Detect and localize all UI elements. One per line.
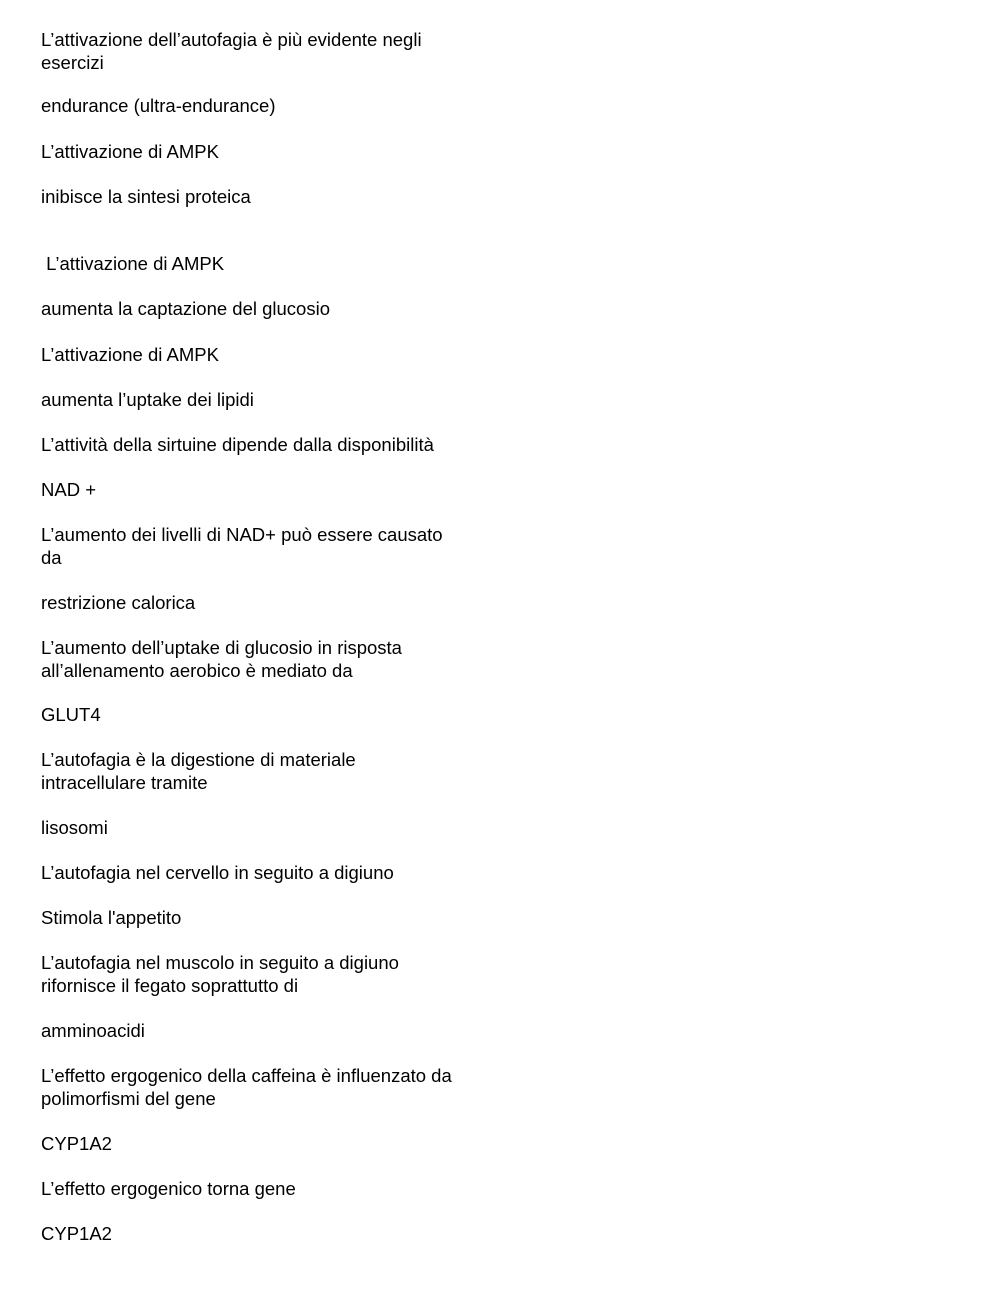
question-paragraph: L’attivazione di AMPK (41, 344, 219, 365)
answer-paragraph: NAD + (41, 479, 97, 500)
answer-paragraph: restrizione calorica (41, 592, 196, 613)
question-paragraph: L’autofagia nel muscolo in seguito a digiuno rifornisce il fegato soprattutto di (41, 952, 399, 996)
question-paragraph: L’aumento dell’uptake di glucosio in risposta all’allenamento aerobico è mediato da (41, 637, 402, 681)
answer-paragraph: Stimola l'appetito (41, 907, 182, 928)
question-paragraph: L’attivazione dell’autofagia è più evidente negli esercizi (41, 29, 422, 73)
question-paragraph: L’attivazione di AMPK (41, 253, 225, 274)
answer-paragraph: amminoacidi (41, 1020, 145, 1041)
question-paragraph: L’aumento dei livelli di NAD+ può essere causato da (41, 524, 443, 568)
answer-paragraph: inibisce la sintesi proteica (41, 186, 251, 207)
answer-paragraph: lisosomi (41, 817, 108, 838)
question-paragraph: L’autofagia è la digestione di materiale intracellulare tramite (41, 749, 356, 793)
question-paragraph: L’effetto ergogenico torna gene (41, 1178, 296, 1199)
answer-paragraph: CYP1A2 (41, 1223, 112, 1244)
answer-paragraph: GLUT4 (41, 704, 101, 725)
question-paragraph: L’autofagia nel cervello in seguito a digiuno (41, 862, 394, 883)
answer-paragraph: endurance (ultra-endurance) (41, 95, 276, 116)
question-paragraph: L’attivazione di AMPK (41, 141, 219, 162)
answer-paragraph: aumenta l’uptake dei lipidi (41, 389, 254, 410)
answer-paragraph: CYP1A2 (41, 1133, 112, 1154)
answer-paragraph: aumenta la captazione del glucosio (41, 298, 330, 319)
question-paragraph: L’attività della sirtuine dipende dalla disponibilità (41, 434, 434, 455)
question-paragraph: L’effetto ergogenico della caffeina è influenzato da polimorfismi del gene (41, 1065, 452, 1109)
